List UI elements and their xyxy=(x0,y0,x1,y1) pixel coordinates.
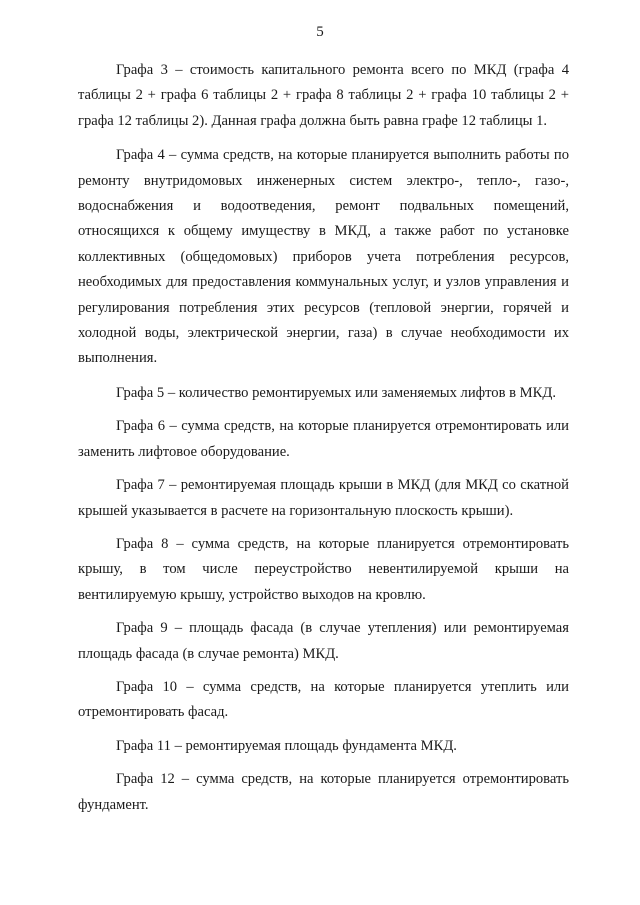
page-number: 5 xyxy=(316,24,324,40)
paragraph-grafa-4: Графа 4 – сумма средств, на которые планируется выполнить работы по ремонту внутридомовых инженерных систем электро-, тепло-, газо-, водоснабжения и водоотведения, ремонт подвальных помещений, относящихся к общему имуществу в МКД, а также работ по установке коллективных (общедомовых) приборов учета потребления ресурсов, необходимых для предоставления коммунальных услуг, и узлов управления и регулирования потребления этих ресурсов (тепловой энергии, горячей и холодной воды, электрической энергии, газа) в случае необходимости их выполнения. xyxy=(78,147,569,367)
document-body xyxy=(78,58,569,826)
paragraph-grafa-5: Графа 5 – количество ремонтируемых или заменяемых лифтов в МКД. xyxy=(116,384,556,401)
paragraph-grafa-3: Графа 3 – стоимость капитального ремонта всего по МКД (графа 4 таблицы 2 + графа 6 таблицы 2 + графа 8 таблицы 2 + графа 10 таблицы 2 + графа 12 таблицы 2). Данная графа должна быть равна графе 12 таблицы 1. xyxy=(78,62,569,129)
paragraph-grafa-7: Графа 7 – ремонтируемая площадь крыши в МКД (для МКД со скатной крышей указывается в расчете на горизонтальную плоскость крыши). xyxy=(78,477,569,519)
paragraph-grafa-9: Графа 9 – площадь фасада (в случае утепления) или ремонтируемая площадь фасада (в случае ремонта) МКД. xyxy=(78,620,569,662)
paragraph-grafa-8: Графа 8 – сумма средств, на которые планируется отремонтировать крышу, в том числе переустройство невентилируемой крыши на вентилируемую крышу, устройство выходов на кровлю. xyxy=(78,535,569,603)
paragraph-grafa-12: Графа 12 – сумма средств, на которые планируется отремонтировать фундамент. xyxy=(78,771,569,813)
paragraph-grafa-6: Графа 6 – сумма средств, на которые планируется отремонтировать или заменить лифтовое оборудование. xyxy=(78,418,569,460)
paragraph-grafa-11: Графа 11 – ремонтируемая площадь фундамента МКД. xyxy=(116,737,457,754)
paragraph-grafa-10: Графа 10 – сумма средств, на которые планируется утеплить или отремонтировать фасад. xyxy=(78,678,569,721)
